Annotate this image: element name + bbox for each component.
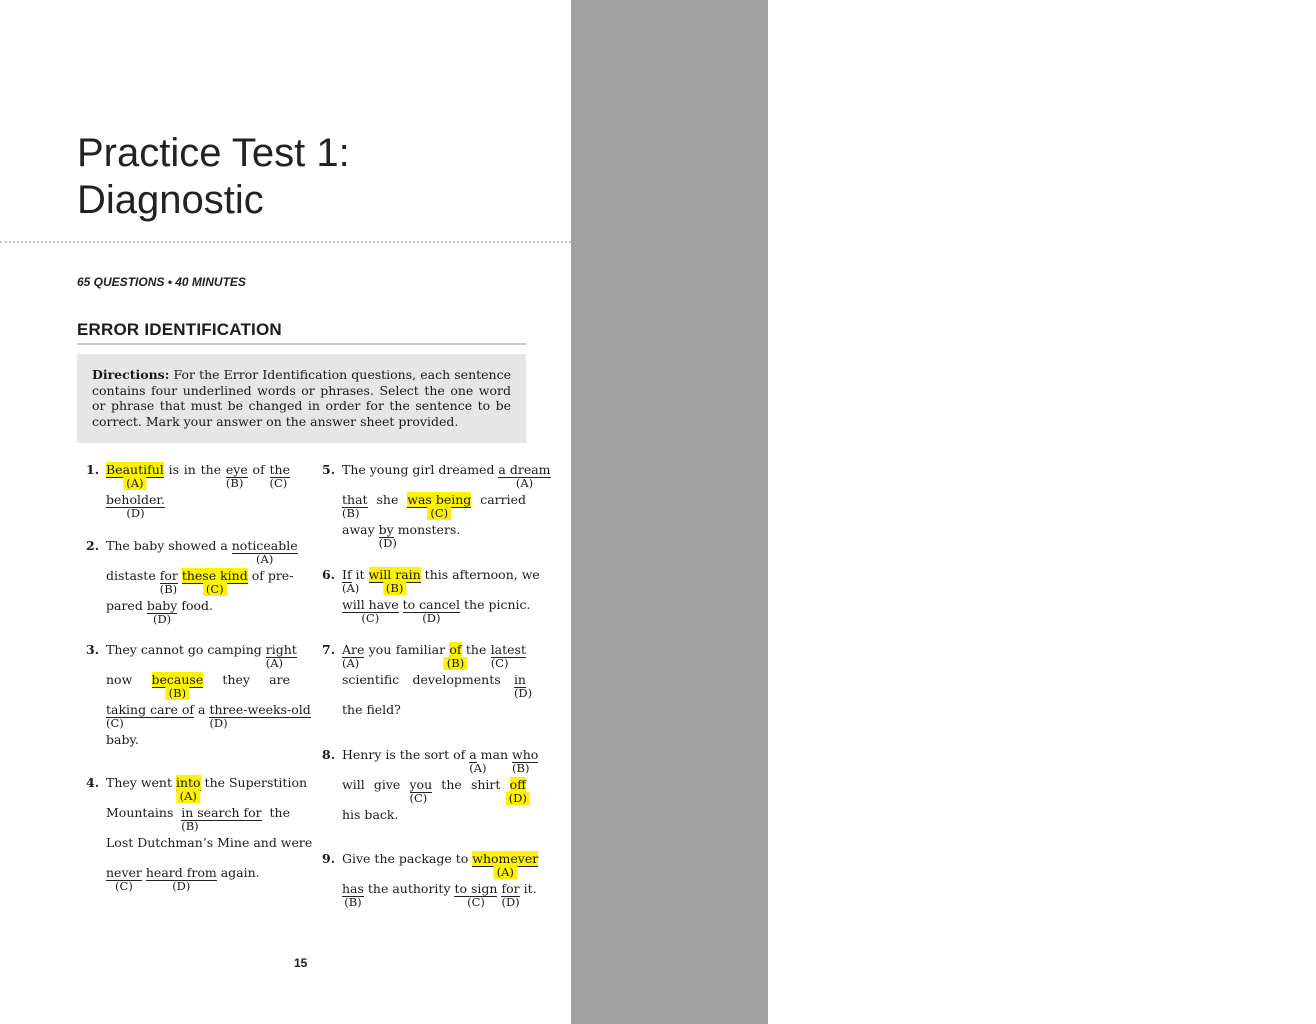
choice-text: baby [146, 598, 178, 613]
question-number: 9. [322, 851, 336, 866]
choice-letter: (A) [469, 761, 487, 775]
choice-letter: (D) [501, 895, 520, 909]
question-line: The young girl dreamed a dream (A) [342, 462, 551, 490]
question-line: Beautiful (A) is in the eye (B) of the (C) [106, 462, 290, 490]
question-line: Lost Dutchman’s Mine and were [106, 835, 313, 850]
answer-choice [409, 777, 433, 805]
question-number: 6. [322, 567, 336, 582]
choice-text: taking care of [106, 702, 195, 717]
answer-choice [446, 642, 465, 670]
choice-text: never [106, 865, 142, 880]
answer-choice [181, 568, 248, 596]
choice-text: in search for [181, 805, 262, 820]
choice-letter: (C) [467, 895, 485, 909]
answer-choice [342, 567, 360, 595]
answer-choice [145, 865, 217, 893]
question-number: 3. [86, 642, 100, 657]
choice-text: to sign [454, 881, 498, 896]
choice-letter: (D) [209, 716, 228, 730]
choice-text: latest [490, 642, 526, 657]
choice-letter: (D) [378, 536, 397, 550]
question-number: 8. [322, 747, 336, 762]
choice-text: who [512, 747, 539, 762]
answer-choice [378, 522, 397, 550]
choice-text: for [501, 881, 520, 896]
choice-text: beholder. [106, 492, 165, 507]
question-line: will give you (C) the shirt off (D) [342, 777, 526, 793]
choice-text: of [449, 642, 462, 657]
answer-choice [265, 642, 297, 670]
title-line-2: Diagnostic [77, 178, 264, 222]
answer-choice [209, 702, 311, 730]
choice-letter: (A) [342, 656, 360, 670]
choice-text: noticeable [231, 538, 298, 553]
section-heading: ERROR IDENTIFICATION [77, 320, 282, 339]
choice-text: the [269, 462, 290, 477]
choice-letter: (B) [181, 819, 199, 833]
question-line: the field? [342, 702, 401, 717]
choice-text: that [342, 492, 368, 507]
question-line: baby. [106, 732, 139, 747]
question-line: Give the package to whomever (A) [342, 851, 539, 879]
choice-letter: (B) [225, 476, 244, 490]
answer-choice [151, 672, 204, 700]
question-line [106, 492, 165, 520]
choice-text: because [151, 672, 204, 687]
choice-letter: (C) [115, 879, 133, 893]
choice-letter: (C) [361, 611, 380, 625]
answer-choice [342, 881, 364, 909]
choice-letter: (A) [177, 790, 200, 803]
choice-letter: (B) [342, 506, 360, 520]
choice-letter: (B) [166, 687, 189, 700]
answer-choice [472, 851, 539, 879]
choice-letter: (D) [513, 686, 533, 700]
answer-choice [181, 805, 262, 833]
choice-letter: (A) [256, 552, 274, 566]
answer-choice [106, 865, 142, 893]
question-line: away by (D) monsters. [342, 522, 461, 550]
choice-text: will rain [368, 567, 421, 582]
answer-choice [106, 702, 195, 730]
answer-choice [342, 642, 365, 670]
test-meta: 65 QUESTIONS • 40 MINUTES [77, 275, 246, 289]
answer-choice [175, 775, 201, 803]
answer-choice [454, 881, 498, 909]
choice-letter: (A) [265, 656, 284, 670]
choice-text: was being [407, 492, 472, 507]
page-title [77, 130, 350, 224]
answer-choice [231, 538, 298, 566]
choice-letter: (D) [422, 611, 441, 625]
question-line: his back. [342, 807, 399, 822]
question-line: distaste for (B) these kind (C) of pre- [106, 568, 294, 596]
answer-choice [513, 672, 533, 700]
choice-text: into [175, 775, 201, 790]
choice-text: by [378, 522, 394, 537]
choice-text: off [509, 777, 526, 792]
choice-text: has [342, 881, 364, 896]
question-line: will have (C) to cancel (D) the picnic. [342, 597, 531, 625]
question-line: pared baby (D) food. [106, 598, 213, 626]
question-number: 1. [86, 462, 100, 477]
answer-choice [342, 597, 399, 625]
answer-choice [342, 492, 368, 520]
question-line: They went into (A) the Superstition [106, 775, 308, 803]
choice-letter: (C) [490, 656, 509, 670]
choice-letter: (C) [203, 583, 227, 596]
choice-letter: (A) [494, 866, 517, 879]
answer-choice [106, 492, 165, 520]
choice-text: will have [342, 597, 399, 612]
answer-choice [106, 462, 164, 490]
choice-letter: (C) [427, 507, 451, 520]
answer-choice [225, 462, 248, 490]
question-line: If (A) it will rain (B) this afternoon, we [342, 567, 540, 595]
question-number: 2. [86, 538, 100, 553]
answer-choice [402, 597, 461, 625]
dotted-divider [0, 241, 571, 243]
choice-letter: (C) [106, 716, 124, 730]
question-number: 4. [86, 775, 100, 790]
answer-choice [498, 462, 551, 490]
answer-choice [490, 642, 526, 670]
answer-choice [407, 492, 472, 520]
choice-text: in [513, 672, 526, 687]
choice-text: Beautiful [106, 462, 164, 477]
choice-text: three-weeks-old [209, 702, 311, 717]
choice-letter: (B) [444, 657, 467, 670]
directions-box [77, 354, 526, 443]
choice-letter: (D) [152, 612, 172, 626]
question-number: 7. [322, 642, 336, 657]
title-line-1: Practice Test 1: [77, 131, 350, 175]
choice-letter: (D) [506, 792, 530, 805]
directions-label: Directions: [92, 367, 170, 382]
choice-text: heard from [145, 865, 217, 880]
choice-text: a [469, 747, 477, 762]
answer-choice [508, 777, 527, 805]
answer-choice [159, 568, 178, 596]
choice-letter: (D) [172, 879, 191, 893]
question-line: taking care of (C) a three-weeks-old (D) [106, 702, 311, 730]
choice-letter: (A) [342, 581, 360, 595]
choice-text: to cancel [402, 597, 461, 612]
choice-text: you [409, 777, 433, 792]
choice-letter: (B) [159, 582, 178, 596]
question-line: never (C) heard from (D) again. [106, 865, 260, 893]
choice-text: these kind [181, 568, 248, 583]
answer-choice [146, 598, 178, 626]
page-number: 15 [294, 956, 308, 970]
answer-choice [368, 567, 421, 595]
choice-letter: (A) [123, 477, 146, 490]
section-rule [77, 343, 526, 345]
choice-text: whomever [472, 851, 539, 866]
question-number: 5. [322, 462, 336, 477]
answer-choice [501, 881, 520, 909]
choice-text: eye [225, 462, 248, 477]
choice-text: a dream [498, 462, 551, 477]
answer-choice [269, 462, 290, 490]
choice-letter: (B) [344, 895, 362, 909]
question-line: The baby showed a noticeable (A) [106, 538, 298, 566]
choice-letter: (B) [512, 761, 530, 775]
sidebar-label: practice test 1 [1193, 272, 1316, 928]
choice-letter: (C) [409, 791, 428, 805]
answer-choice [469, 747, 487, 775]
choice-text: Are [342, 642, 365, 657]
question-line: They cannot go camping right (A) [106, 642, 297, 670]
question-line: that (B) she was being (C) carried [342, 492, 527, 520]
choice-letter: (A) [515, 476, 534, 490]
question-line: now because (B) they are [106, 672, 291, 700]
question-line: has (B) the authority to sign (C) for (D) it. [342, 881, 537, 909]
choice-text: If [342, 567, 352, 582]
choice-text: right [265, 642, 297, 657]
directions-text: For the Error Identification questions, each sentence contains four underlined words or phrases. Select the one word or phrase that must be changed in order for the sentence to be correct. Mark your answer on the answer sheet provided. [92, 367, 511, 429]
choice-letter: (C) [269, 476, 288, 490]
sidebar [571, 0, 1316, 1024]
question-line: Mountains in search for (B) the [106, 805, 290, 833]
choice-letter: (D) [126, 506, 145, 520]
choice-letter: (B) [383, 582, 406, 595]
answer-choice [512, 747, 539, 775]
question-line: Henry is the sort of a (A) man who (B) [342, 747, 539, 775]
question-line: Are (A) you familiar of (B) the latest (C) [342, 642, 526, 670]
question-line: scientific developments in (D) [342, 672, 533, 700]
choice-text: for [159, 568, 178, 583]
